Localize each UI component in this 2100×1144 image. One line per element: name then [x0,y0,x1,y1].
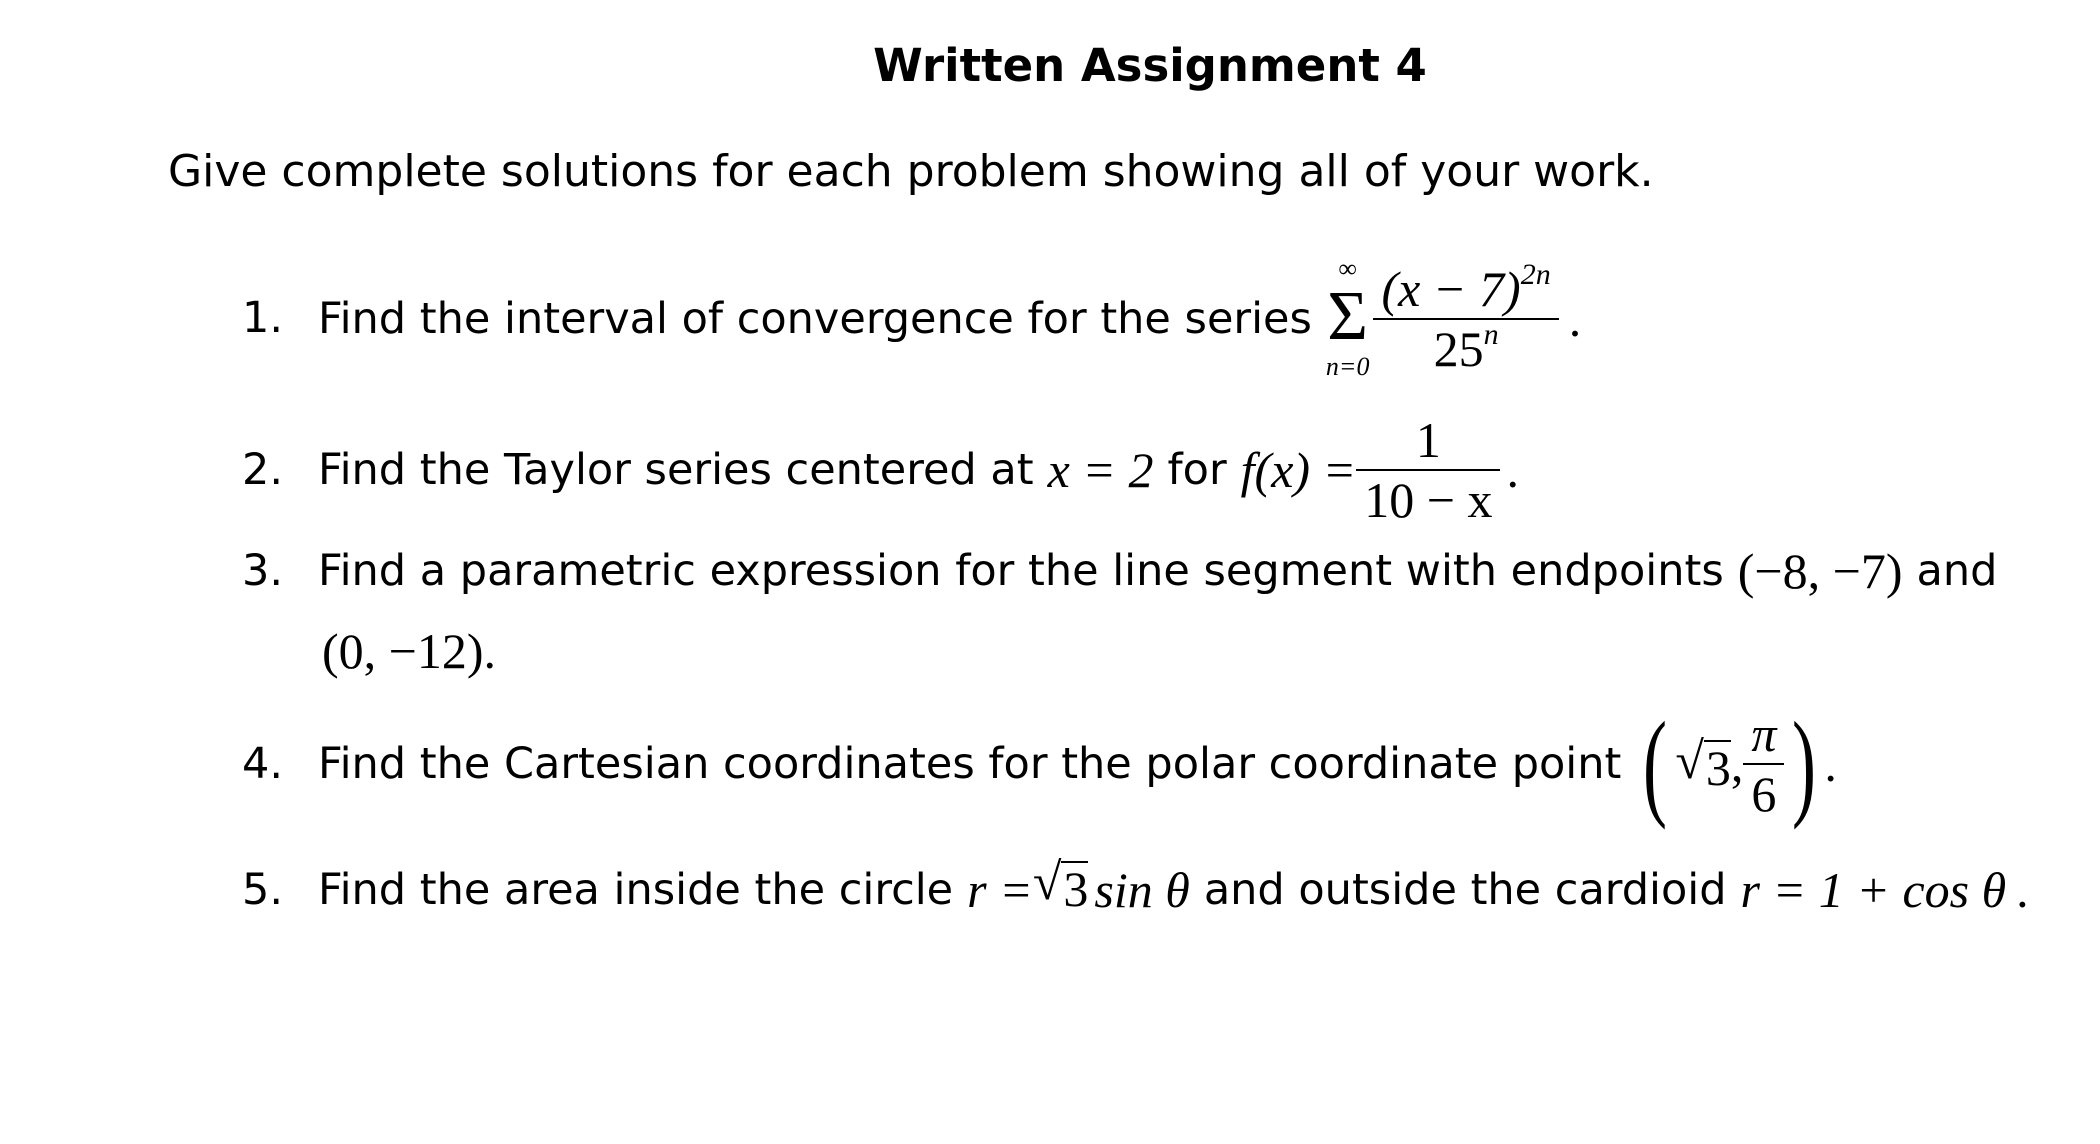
summation [1325,254,1370,381]
problem-text: Find the area inside the circle [318,865,954,915]
fraction-denominator: 25 [1433,321,1484,377]
numerator-exponent: 2n [1520,258,1551,291]
function-name: f(x) = [1240,442,1357,498]
problem-text: Find the Taylor series centered at [318,445,1034,495]
problem-number: 2. [242,445,284,495]
instructions: Give complete solutions for each problem showing all of your work. [168,146,1654,197]
fraction-numerator: (x − 7) [1381,261,1521,317]
problem-text: and [1916,546,1998,596]
fraction-denominator: 6 [1751,766,1777,822]
angle-fraction [1743,705,1784,823]
fraction-denominator: 10 − x [1364,472,1493,528]
problem-text: Find a parametric expression for the line segment with endpoints [318,546,1724,596]
period: . [1568,291,1582,347]
left-parenthesis: ( [1643,697,1668,830]
denominator-exponent: n [1483,318,1499,351]
period: . [483,623,496,679]
cardioid-equation: r = 1 + cos θ [1740,862,2007,918]
circle-rhs: sin θ [1094,862,1190,918]
right-parenthesis: ) [1792,697,1817,830]
problem-text: Find the Cartesian coordinates for the polar coordinate point [318,739,1622,789]
radicand: 3 [1705,740,1731,796]
problem-number: 4. [242,739,284,789]
radicand: 3 [1063,861,1089,917]
endpoint-b: (0, −12) [322,623,484,679]
series-term-fraction [1373,260,1558,378]
problem-number: 5. [242,865,284,915]
circle-lhs: r = [967,862,1033,918]
period: . [1824,736,1837,792]
fraction-numerator: 1 [1415,412,1441,468]
sum-lower-limit: n=0 [1325,352,1370,381]
square-root: √ 3 [1032,854,1089,917]
problem-text: for [1167,445,1227,495]
function-fraction [1356,411,1500,529]
sum-upper-limit: ∞ [1338,254,1357,283]
problem-number: 3. [242,546,284,596]
period: . [2016,862,2029,918]
endpoint-a: (−8, −7) [1737,543,1903,599]
period: . [1506,442,1519,498]
fraction-numerator: π [1751,706,1777,762]
page-title: Written Assignment 4 [873,39,1427,92]
problem-text: and outside the cardioid [1203,865,1727,915]
center-value: x = 2 [1047,442,1154,498]
comma: , [1730,736,1744,792]
problem-number: 1. [242,293,284,343]
square-root: √ 3 [1675,733,1731,796]
problem-text: Find the interval of convergence for the series [318,294,1312,344]
sigma-symbol: Σ [1327,278,1369,355]
